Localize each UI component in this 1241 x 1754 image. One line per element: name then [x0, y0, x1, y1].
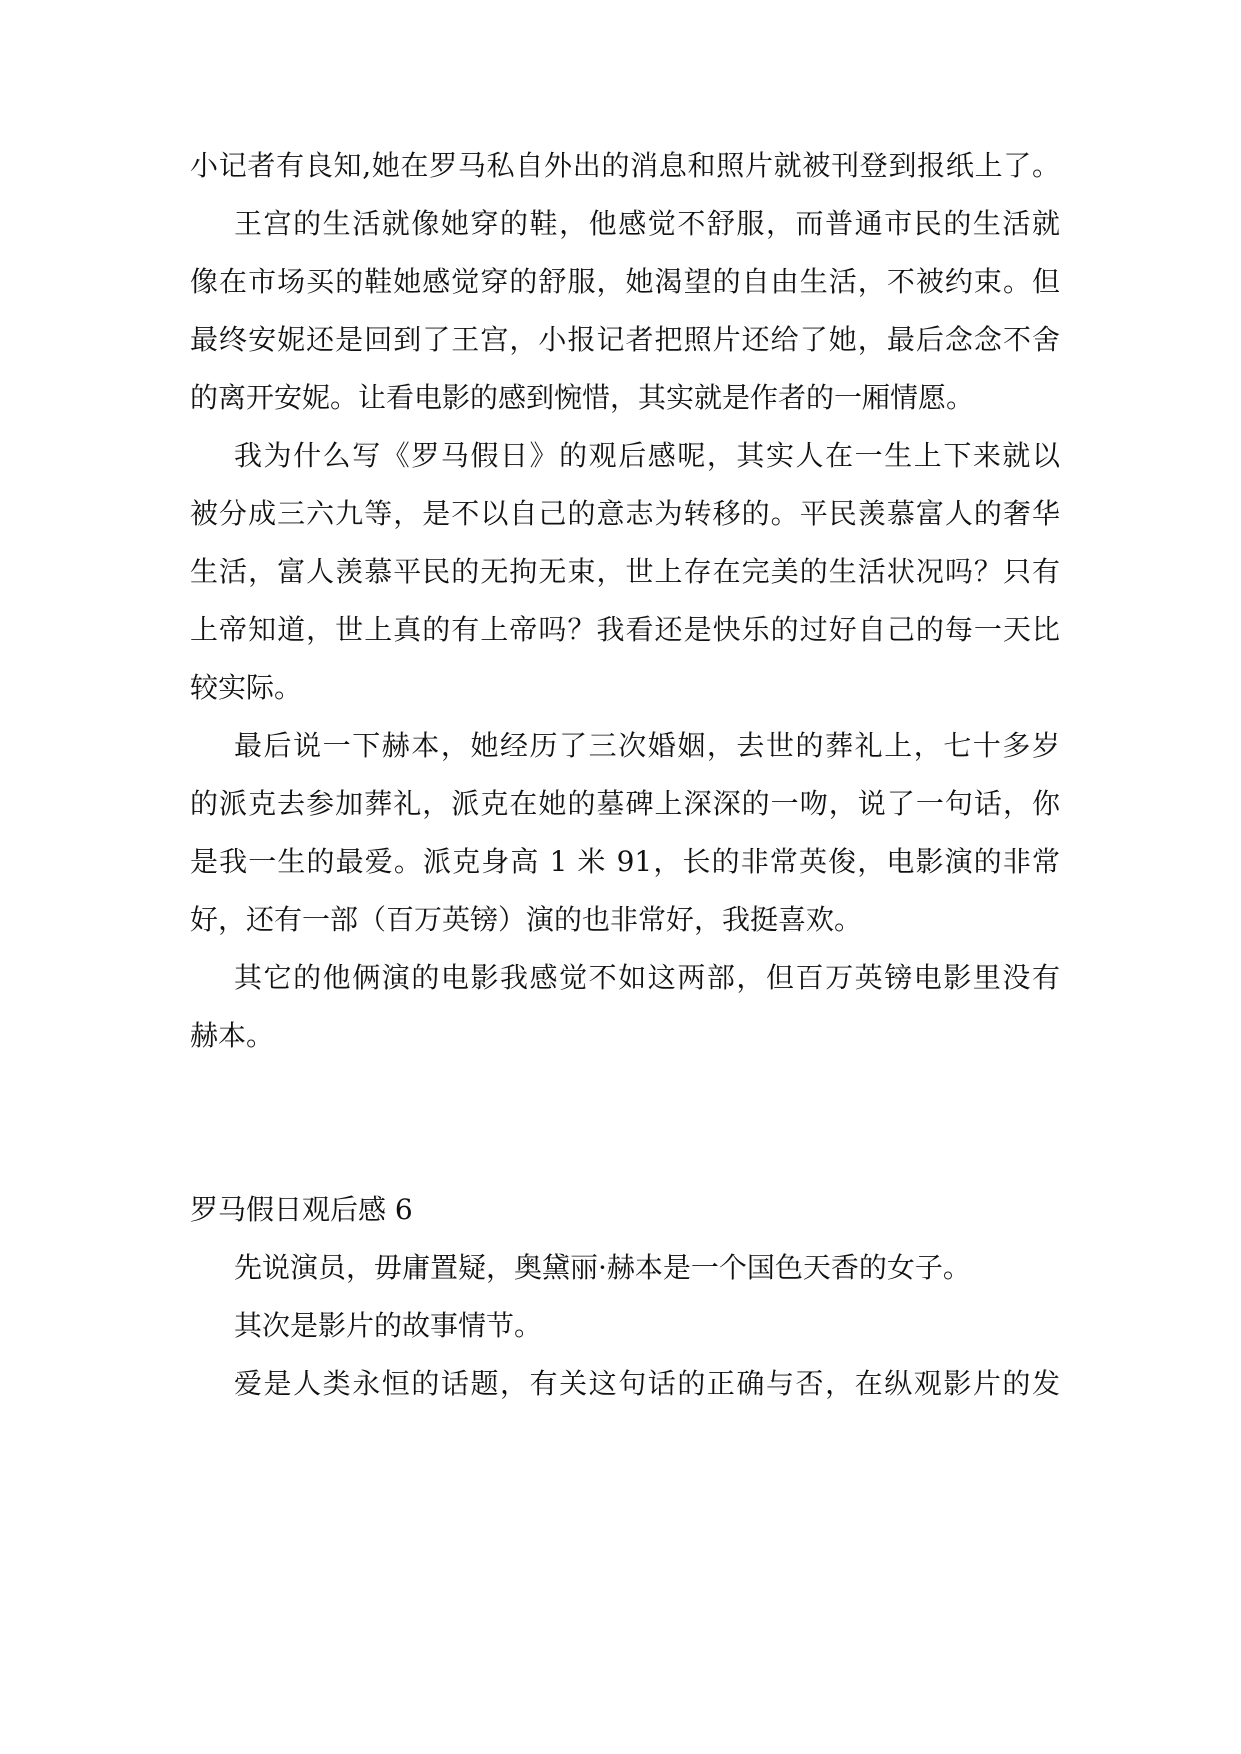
- text-line: 是我一生的最爱。派克身高 1 米 91，长的非常英俊，电影演的非常: [190, 845, 1060, 878]
- text-line: 生活，富人羡慕平民的无拘无束，世上存在完美的生活状况吗？只有: [190, 555, 1060, 588]
- paragraph-first-line: 其次是影片的故事情节。: [234, 1309, 543, 1342]
- text-line: 赫本。: [190, 1019, 275, 1052]
- text-line: 小记者有良知,她在罗马私自外出的消息和照片就被刊登到报纸上了。: [190, 149, 1060, 182]
- text-line: 最终安妮还是回到了王宫，小报记者把照片还给了她，最后念念不舍: [190, 323, 1060, 356]
- text-line: 的离开安妮。让看电影的感到惋惜，其实就是作者的一厢情愿。: [190, 381, 975, 414]
- section-heading: 罗马假日观后感 6: [190, 1193, 413, 1226]
- text-line: 好，还有一部（百万英镑）演的也非常好，我挺喜欢。: [190, 903, 863, 936]
- text-line: 上帝知道，世上真的有上帝吗？我看还是快乐的过好自己的每一天比: [190, 613, 1060, 646]
- paragraph-first-line: 王宫的生活就像她穿的鞋，他感觉不舒服，而普通市民的生活就: [234, 207, 1060, 240]
- paragraph-first-line: 最后说一下赫本，她经历了三次婚姻，去世的葬礼上，七十多岁: [234, 729, 1060, 762]
- text-line: 较实际。: [190, 671, 303, 704]
- text-line: 的派克去参加葬礼，派克在她的墓碑上深深的一吻，说了一句话，你: [190, 787, 1060, 820]
- paragraph-first-line: 其它的他俩演的电影我感觉不如这两部，但百万英镑电影里没有: [234, 961, 1060, 994]
- paragraph-first-line: 先说演员，毋庸置疑，奥黛丽·赫本是一个国色天香的女子。: [234, 1251, 971, 1284]
- text-line: 像在市场买的鞋她感觉穿的舒服，她渴望的自由生活，不被约束。但: [190, 265, 1060, 298]
- text-line: 被分成三六九等，是不以自己的意志为转移的。平民羡慕富人的奢华: [190, 497, 1060, 530]
- paragraph-first-line: 我为什么写《罗马假日》的观后感呢，其实人在一生上下来就以: [234, 439, 1060, 472]
- paragraph-first-line: 爱是人类永恒的话题，有关这句话的正确与否，在纵观影片的发: [234, 1367, 1060, 1400]
